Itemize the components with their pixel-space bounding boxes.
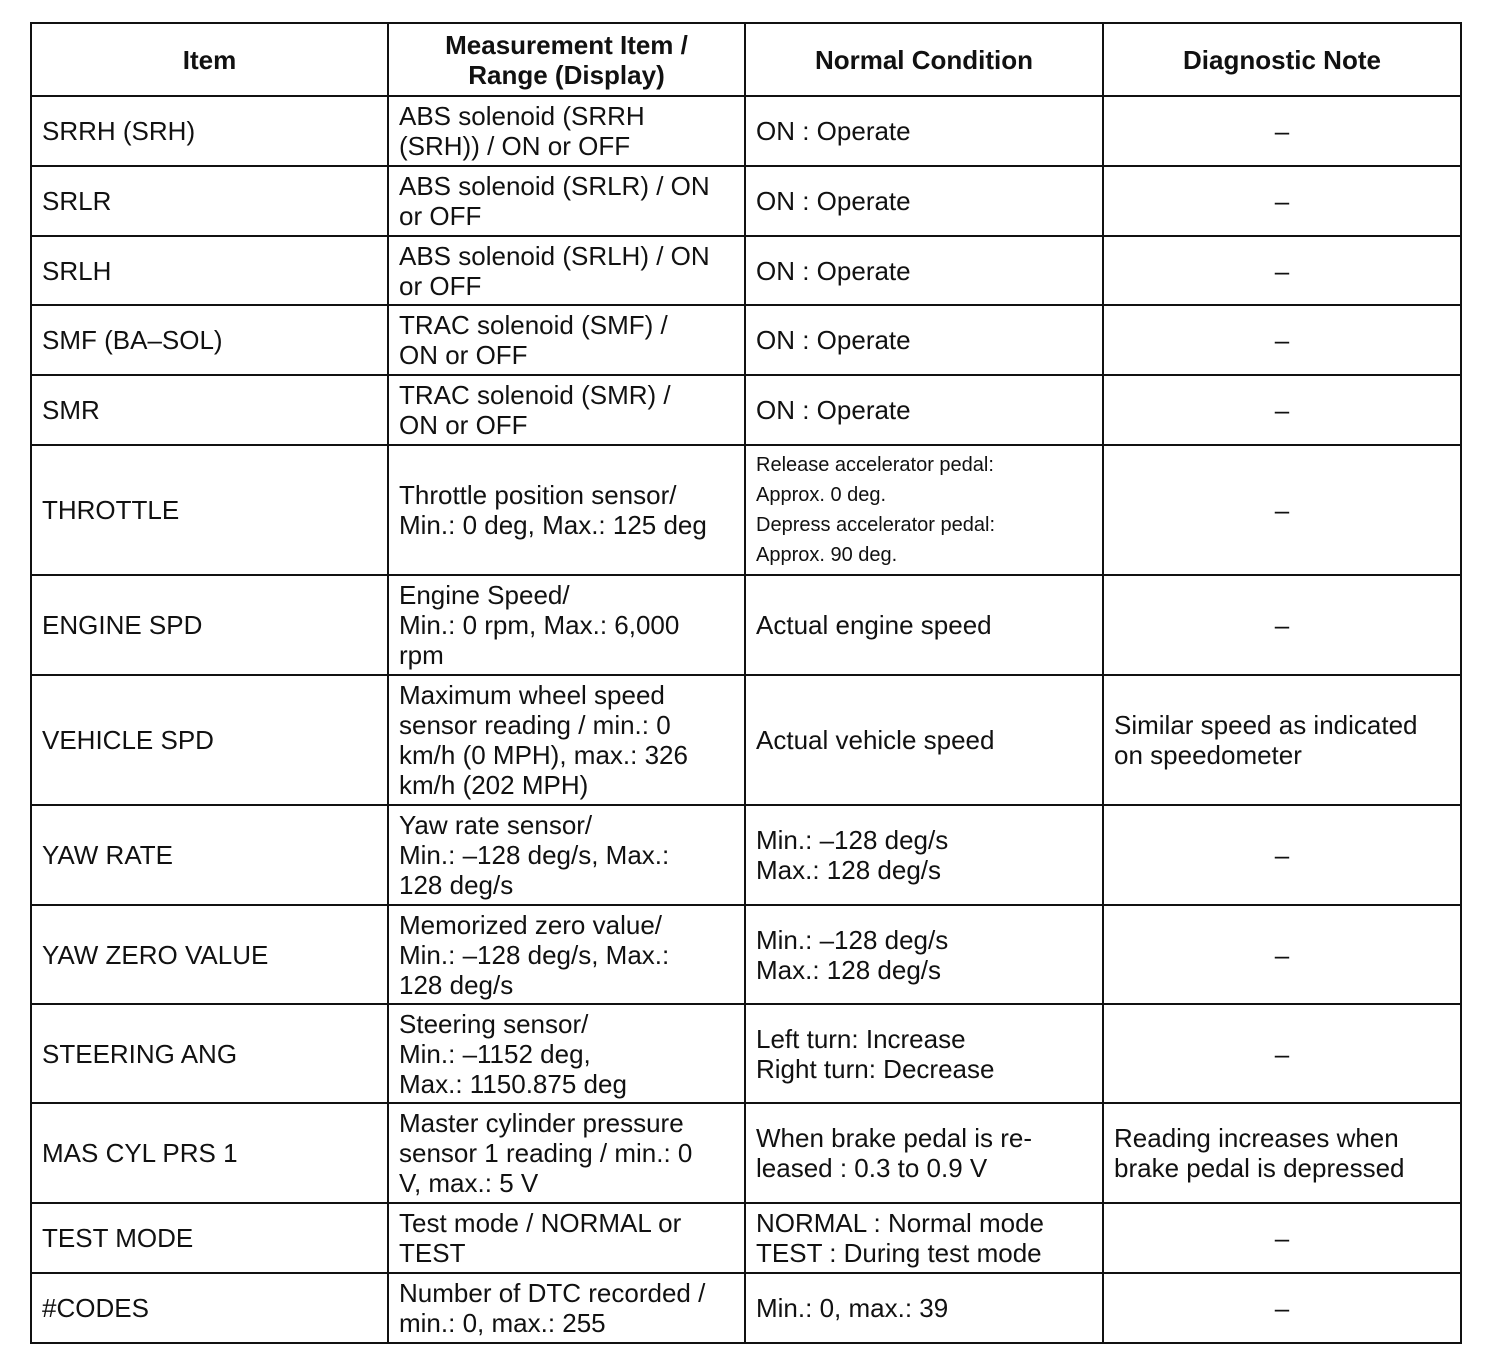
diagnostic-note-cell: –	[1103, 445, 1461, 575]
table-header	[31, 23, 1461, 96]
measurement-cell: Steering sensor/ Min.: –1152 deg, Max.: 1150.875 deg	[388, 1004, 745, 1103]
measurement-cell: ABS solenoid (SRLH) / ON or OFF	[388, 236, 745, 305]
header-item: Item	[31, 23, 388, 96]
item-cell: SMF (BA–SOL)	[31, 305, 388, 375]
table-row	[31, 675, 1461, 805]
table-row	[31, 805, 1461, 905]
diagnostic-note-cell: –	[1103, 1004, 1461, 1103]
measurement-cell: Test mode / NORMAL or TEST	[388, 1203, 745, 1273]
measurement-cell: TRAC solenoid (SMR) / ON or OFF	[388, 375, 745, 445]
item-cell: MAS CYL PRS 1	[31, 1103, 388, 1203]
normal-condition-cell: NORMAL : Normal mode TEST : During test mode	[745, 1203, 1103, 1273]
item-cell: TEST MODE	[31, 1203, 388, 1273]
diagnostic-note-cell: –	[1103, 166, 1461, 236]
item-cell: ENGINE SPD	[31, 575, 388, 675]
normal-condition-cell: ON : Operate	[745, 96, 1103, 166]
diagnostic-note-cell: –	[1103, 305, 1461, 375]
measurement-cell: Yaw rate sensor/ Min.: –128 deg/s, Max.: 128 deg/s	[388, 805, 745, 905]
data-list-table	[30, 22, 1462, 1344]
normal-condition-cell: Left turn: Increase Right turn: Decrease	[745, 1004, 1103, 1103]
table-row	[31, 1273, 1461, 1343]
diagnostic-note-cell: –	[1103, 905, 1461, 1004]
measurement-cell: ABS solenoid (SRRH (SRH)) / ON or OFF	[388, 96, 745, 166]
item-cell: VEHICLE SPD	[31, 675, 388, 805]
table-row	[31, 1004, 1461, 1103]
header-row	[31, 23, 1461, 96]
measurement-cell: Number of DTC recorded / min.: 0, max.: 255	[388, 1273, 745, 1343]
item-cell: SRRH (SRH)	[31, 96, 388, 166]
item-cell: SRLH	[31, 236, 388, 305]
diagnostic-note-cell: –	[1103, 96, 1461, 166]
item-cell: THROTTLE	[31, 445, 388, 575]
diagnostic-note-cell: Reading increases when brake pedal is depressed	[1103, 1103, 1461, 1203]
measurement-cell: ABS solenoid (SRLR) / ON or OFF	[388, 166, 745, 236]
normal-condition-cell: ON : Operate	[745, 166, 1103, 236]
normal-condition-cell: Min.: 0, max.: 39	[745, 1273, 1103, 1343]
table-row	[31, 166, 1461, 236]
normal-condition-cell: Release accelerator pedal: Approx. 0 deg. Depress accelerator pedal: Approx. 90 deg.	[745, 445, 1103, 575]
table-row	[31, 96, 1461, 166]
diagnostic-note-cell: –	[1103, 375, 1461, 445]
table-body	[31, 96, 1461, 1343]
item-cell: #CODES	[31, 1273, 388, 1343]
item-cell: YAW ZERO VALUE	[31, 905, 388, 1004]
normal-condition-cell: Min.: –128 deg/s Max.: 128 deg/s	[745, 905, 1103, 1004]
normal-condition-cell: Min.: –128 deg/s Max.: 128 deg/s	[745, 805, 1103, 905]
diagnostic-note-cell: –	[1103, 236, 1461, 305]
table-row	[31, 575, 1461, 675]
diagnostic-note-cell: Similar speed as indicated on speedometer	[1103, 675, 1461, 805]
diagnostic-note-cell: –	[1103, 575, 1461, 675]
normal-condition-cell: ON : Operate	[745, 236, 1103, 305]
table-row	[31, 905, 1461, 1004]
item-cell: STEERING ANG	[31, 1004, 388, 1103]
measurement-cell: Master cylinder pressure sensor 1 reading / min.: 0 V, max.: 5 V	[388, 1103, 745, 1203]
diagnostic-note-cell: –	[1103, 1203, 1461, 1273]
normal-condition-cell: ON : Operate	[745, 305, 1103, 375]
table-row	[31, 236, 1461, 305]
normal-condition-cell: ON : Operate	[745, 375, 1103, 445]
measurement-cell: Maximum wheel speed sensor reading / min.: 0 km/h (0 MPH), max.: 326 km/h (202 MPH)	[388, 675, 745, 805]
item-cell: SMR	[31, 375, 388, 445]
table-row	[31, 375, 1461, 445]
table-row	[31, 445, 1461, 575]
diagnostic-note-cell: –	[1103, 1273, 1461, 1343]
header-normal-condition: Normal Condition	[745, 23, 1103, 96]
measurement-cell: Engine Speed/ Min.: 0 rpm, Max.: 6,000 rpm	[388, 575, 745, 675]
table-row	[31, 1203, 1461, 1273]
header-diagnostic-note: Diagnostic Note	[1103, 23, 1461, 96]
table-row	[31, 1103, 1461, 1203]
normal-condition-cell: Actual engine speed	[745, 575, 1103, 675]
normal-condition-cell: When brake pedal is re- leased : 0.3 to 0.9 V	[745, 1103, 1103, 1203]
item-cell: SRLR	[31, 166, 388, 236]
measurement-cell: Throttle position sensor/ Min.: 0 deg, Max.: 125 deg	[388, 445, 745, 575]
item-cell: YAW RATE	[31, 805, 388, 905]
diagnostic-note-cell: –	[1103, 805, 1461, 905]
measurement-cell: Memorized zero value/ Min.: –128 deg/s, Max.: 128 deg/s	[388, 905, 745, 1004]
measurement-cell: TRAC solenoid (SMF) / ON or OFF	[388, 305, 745, 375]
header-measurement: Measurement Item / Range (Display)	[388, 23, 745, 96]
table-row	[31, 305, 1461, 375]
normal-condition-cell: Actual vehicle speed	[745, 675, 1103, 805]
